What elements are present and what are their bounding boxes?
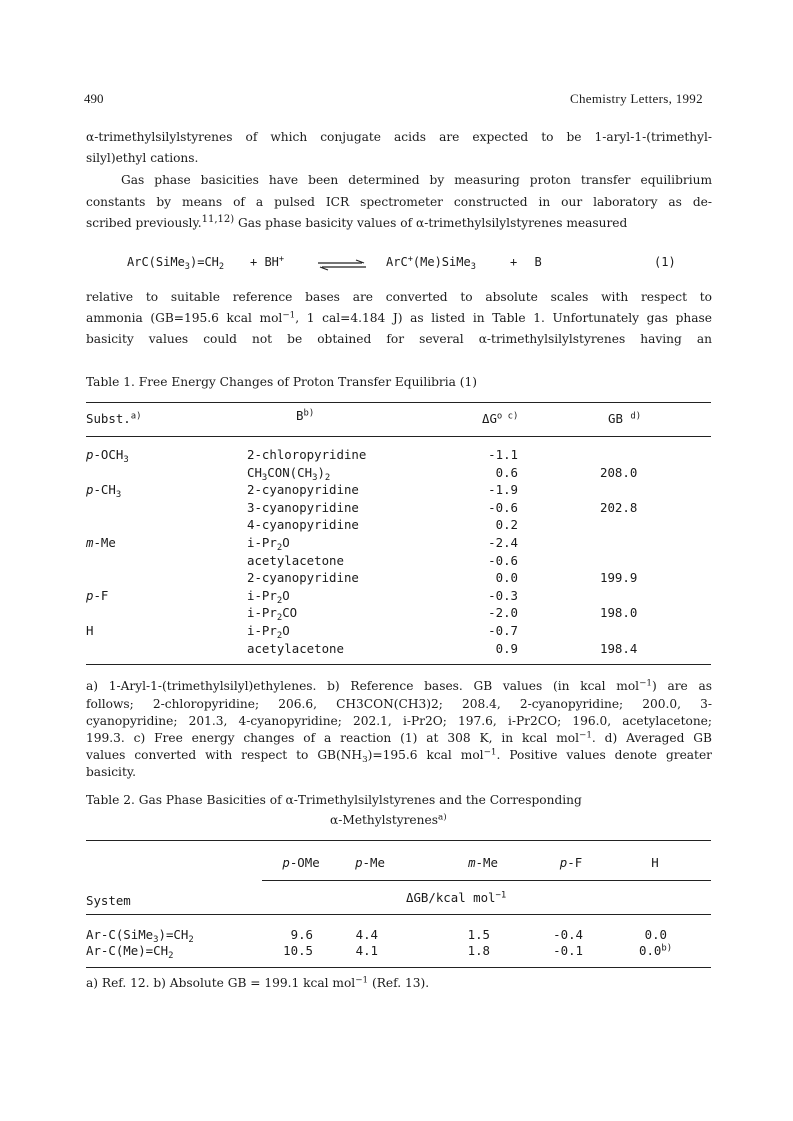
eq-sup: + [278, 254, 285, 265]
equation-product [386, 254, 476, 273]
text-span: 199.3. c) Free energy changes of a reaction (1) at 308 K, in kcal mol [86, 731, 579, 745]
cell-delta-g: -2.0 [488, 605, 518, 620]
equation-plus-bh [250, 255, 284, 269]
text-sub: 3 [362, 755, 368, 766]
paragraph-2-line-1: Gas phase basicities have been determined by measuring proton transfer equilibrium [121, 173, 712, 187]
paragraph-2-line-3 [86, 216, 627, 230]
cell-gb: 202.8 [600, 500, 638, 515]
cell-reference-base: acetylacetone [247, 553, 344, 568]
cell-gb: 198.4 [600, 641, 638, 656]
cell-delta-gb: 10.5 [283, 943, 313, 958]
table-1-footnote-line-4 [86, 731, 712, 745]
column-header: p-OMe [282, 855, 320, 870]
cell-reference-base: 2-chloropyridine [247, 447, 367, 462]
table-2-system-label: System [86, 893, 131, 908]
cell-delta-gb: 9.6 [290, 927, 313, 942]
paragraph-3-line-2 [86, 311, 712, 325]
cell-gb: 208.0 [600, 465, 638, 480]
text-sup: −1 [355, 975, 369, 986]
header-text: ΔG [482, 411, 497, 426]
eq-sub: 3 [184, 262, 190, 273]
equation-reactant [127, 255, 225, 273]
cell-substituent: $p-OCH_3$ [86, 447, 129, 466]
running-header: Chemistry Letters, 1992 [570, 91, 703, 106]
cell-reference-base: $CH_3CON(CH_3)_2$ [247, 465, 331, 484]
table-2-header-rule [86, 914, 711, 915]
equation-number: (1) [654, 255, 676, 269]
cell-delta-gb: 1.8 [467, 943, 490, 958]
table-1-footnote-line-3: cyanopyridine; 201.3, 4-cyanopyridine; 202.1, i-Pr2O; 197.6, i-Pr2CO; 196.0, acetylacetone; [86, 714, 712, 728]
text-span: α-Methylstyrenes [330, 813, 438, 827]
column-header: p-F [559, 855, 583, 870]
paragraph-1-line-1: α-trimethylsilylstyrenes of which conjugate acids are expected to be 1-aryl-1-(trimethyl- [86, 130, 712, 144]
text-sup: −1 [282, 310, 296, 321]
text-span: , 1 cal=4.184 J) as listed in Table 1. Unfortunately gas phase [295, 311, 712, 325]
cell-reference-base: 4-cyanopyridine [247, 517, 359, 532]
citation-ref: 11,12) [201, 214, 235, 225]
table-2-column-rule [262, 880, 711, 881]
cell-reference-base: $i-Pr_2O$ [247, 623, 290, 642]
cell-delta-gb: 1.5 [467, 927, 490, 942]
table-1-footnote-line-5 [86, 747, 712, 766]
table-1-footnote-line-6: basicity. [86, 765, 136, 779]
column-header: m-Me [468, 855, 498, 870]
header-note: o c) [496, 411, 519, 422]
cell-substituent: H [86, 623, 94, 638]
table-1-footnote-line-2: follows; 2-chloropyridine; 206.6, CH3CON(CH3)2; 208.4, 2-cyanopyridine; 200.0, 3- [86, 697, 712, 711]
eq-text: ArC [386, 255, 408, 269]
cell-delta-g: -0.6 [488, 553, 518, 568]
cell-delta-g: -0.6 [488, 500, 518, 515]
header-text: Subst. [86, 411, 131, 426]
paragraph-3-line-3: basicity values could not be obtained for several α-trimethylsilylstyrenes having an [86, 332, 712, 346]
table-1-footnote-line-1 [86, 679, 712, 693]
cell-reference-base: acetylacetone [247, 641, 344, 656]
text-sup: −1 [639, 678, 652, 689]
table-1-header-gb [608, 411, 641, 426]
cell-delta-g: 0.6 [495, 465, 518, 480]
cell-substituent: m-Me [86, 535, 116, 550]
cell-delta-g: -1.1 [488, 447, 518, 462]
eq-text: + BH [250, 255, 279, 269]
table-1-header-rule [86, 436, 711, 437]
cell-delta-gb: -0.4 [553, 927, 583, 942]
text-span: values converted with respect to GB(NH [86, 748, 363, 762]
column-header: H [651, 855, 659, 870]
cell-gb: 199.9 [600, 570, 638, 585]
text-span: Gas phase basicity values of α-trimethylsilylstyrenes measured [234, 216, 628, 230]
table-2-bottom-rule [86, 967, 711, 968]
cell-reference-base: $i-Pr_2O$ [247, 535, 290, 554]
text-span: a) 1-Aryl-1-(trimethylsilyl)ethylenes. b) Reference bases. GB values (in kcal mol [86, 679, 640, 693]
eq-text: ArC(SiMe [127, 255, 185, 269]
eq-text: )=CH [190, 255, 219, 269]
table-1-caption: Table 1. Free Energy Changes of Proton Transfer Equilibria (1) [86, 375, 478, 389]
eq-sub: 3 [470, 262, 476, 273]
page-number: 490 [84, 91, 104, 106]
cell-delta-gb: 0.0 [644, 927, 667, 942]
cell-delta-g: -0.3 [488, 588, 518, 603]
cell-delta-g: 0.9 [495, 641, 518, 656]
text-span: ammonia (GB=195.6 kcal mol [86, 311, 283, 325]
row-system-label: $Ar-C(SiMe_3)=CH_2$ [86, 927, 194, 946]
row-system-label: $Ar-C(Me)=CH_2$ [86, 943, 174, 962]
cell-delta-g: 0.0 [495, 570, 518, 585]
cell-reference-base: 2-cyanopyridine [247, 482, 359, 497]
text-span: ) are as [652, 679, 712, 693]
text-sup: −1 [483, 747, 497, 758]
eq-sub: 2 [218, 262, 225, 273]
cell-gb: 198.0 [600, 605, 638, 620]
cell-delta-gb: 4.4 [355, 927, 378, 942]
table-1-top-rule [86, 402, 711, 403]
header-text: GB [608, 411, 623, 426]
paragraph-1-line-2: silyl)ethyl cations. [86, 151, 199, 165]
cell-delta-gb: 4.1 [355, 943, 378, 958]
equilibrium-arrow-icon [318, 256, 366, 268]
text-span: scribed previously. [86, 216, 202, 230]
cell-reference-base: 2-cyanopyridine [247, 570, 359, 585]
eq-text: (Me)SiMe [412, 255, 471, 269]
table-2-caption-line-2 [330, 813, 447, 827]
text-sup: −1 [579, 730, 592, 741]
text-sup: a) [437, 812, 447, 823]
cell-substituent: $p-CH_3$ [86, 482, 122, 501]
text-span: ΔGB/kcal mol [406, 890, 496, 905]
cell-delta-g: -2.4 [488, 535, 518, 550]
cell-reference-base: 3-cyanopyridine [247, 500, 359, 515]
eq-sup: + [407, 254, 413, 265]
header-note: b) [303, 408, 315, 419]
cell-delta-g: -1.9 [488, 482, 518, 497]
text-span: . d) Averaged GB [591, 731, 712, 745]
header-text: B [296, 408, 304, 423]
text-span: )=195.6 kcal mol [367, 748, 484, 762]
table-1-bottom-rule [86, 664, 711, 665]
text-span: (Ref. 13). [368, 976, 430, 990]
table-2-unit-label [406, 890, 506, 905]
cell-delta-gb: 0.0$^{b)}$ [639, 943, 673, 958]
table-2-footnote [86, 976, 429, 990]
text-span: . Positive values denote greater [496, 748, 712, 762]
column-header: p-Me [355, 855, 385, 870]
header-note: a) [130, 411, 142, 422]
cell-delta-g: 0.2 [495, 517, 518, 532]
table-1-header-base [296, 408, 314, 423]
table-1-header-dg [482, 411, 518, 426]
cell-reference-base: $i-Pr_2CO$ [247, 605, 298, 624]
cell-reference-base: $i-Pr_2O$ [247, 588, 290, 607]
cell-delta-gb: -0.1 [553, 943, 583, 958]
header-note: d) [630, 411, 642, 422]
cell-delta-g: -0.7 [488, 623, 518, 638]
cell-substituent: p-F [86, 588, 109, 603]
paragraph-2-line-2: constants by means of a pulsed ICR spectrometer constructed in our laboratory as de- [86, 195, 712, 209]
text-sup: −1 [495, 890, 507, 901]
table-2-caption-line-1: Table 2. Gas Phase Basicities of α-Trimethylsilylstyrenes and the Corresponding [86, 793, 582, 807]
equation-plus-b: + B [510, 255, 542, 269]
table-2-top-rule [86, 840, 711, 841]
paragraph-3-line-1: relative to suitable reference bases are converted to absolute scales with respect to [86, 290, 712, 304]
text-span: a) Ref. 12. b) Absolute GB = 199.1 kcal mol [86, 976, 356, 990]
table-1-header-subst [86, 411, 142, 426]
